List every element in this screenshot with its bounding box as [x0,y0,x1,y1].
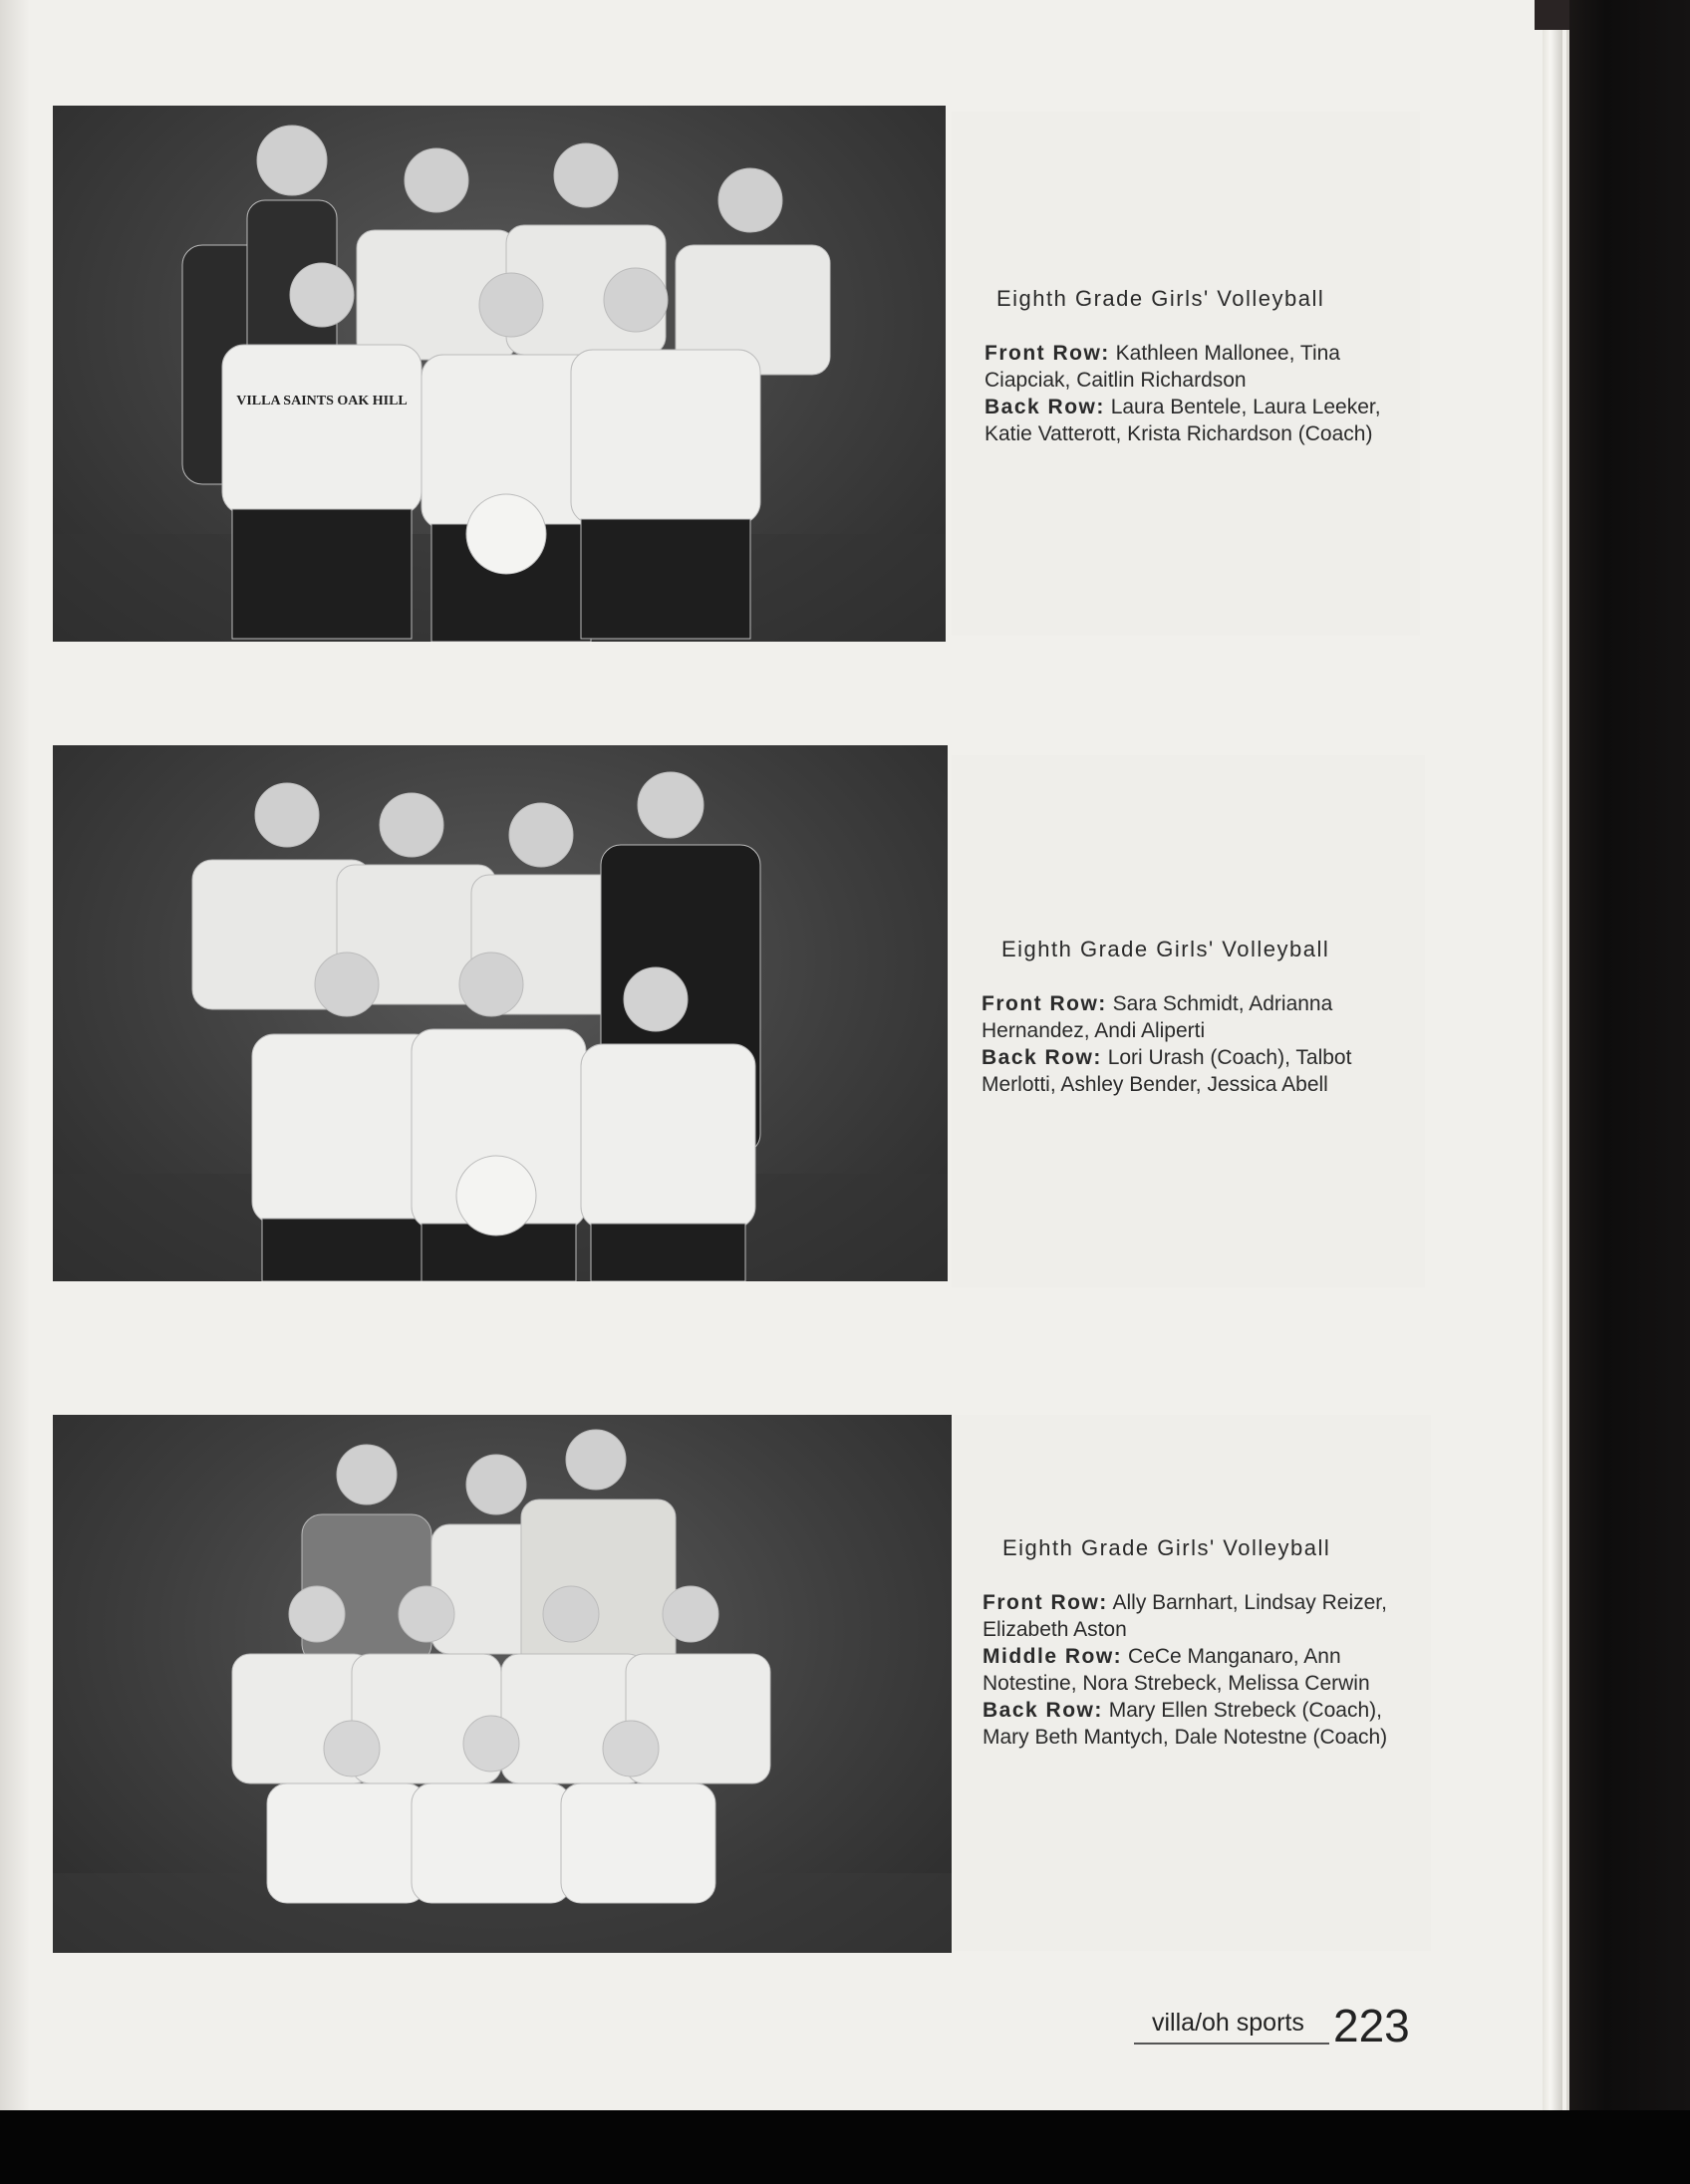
row-label: Back Row: [982,1046,1102,1069]
row-names: Laura Bentele, Laura Leeker, Katie Vatterott, Krista Richardson (Coach) [985,396,1381,445]
shirt-text-1a: VILLA SAINTS OAK HILL [236,394,408,409]
caption-row-3-middle [983,1643,1411,1697]
caption-title-1: Eighth Grade Girls' Volleyball [996,286,1325,311]
caption-title-2: Eighth Grade Girls' Volleyball [1001,937,1330,961]
scan-background [0,2110,1690,2184]
team-photo-2 [53,745,948,1281]
caption-row-3-front [983,1589,1411,1643]
row-label: Back Row: [985,396,1105,418]
team-photo-3 [53,1415,952,1953]
team-photo-3-image [53,1415,952,1953]
caption-row-2-back [982,1044,1410,1098]
page-gutter-shadow [0,0,30,2110]
row-names: Sara Schmidt, Adrianna Hernandez, Andi Aliperti [982,992,1333,1042]
row-label: Front Row: [985,342,1110,365]
row-label: Middle Row: [983,1645,1123,1668]
row-names: Ally Barnhart, Lindsay Reizer, Elizabeth Aston [983,1591,1387,1641]
footer-rule [1134,2043,1329,2045]
row-names: Lori Urash (Coach), Talbot Merlotti, Ashley Bender, Jessica Abell [982,1046,1352,1096]
row-names: CeCe Manganaro, Ann Notestine, Nora Strebeck, Melissa Cerwin [983,1645,1370,1695]
page-number: 223 [1333,2000,1410,2051]
caption-2 [982,936,1410,1098]
caption-1 [985,285,1403,447]
caption-3 [983,1534,1411,1751]
caption-row-2-front [982,990,1410,1044]
caption-row-3-back [983,1697,1411,1751]
book-cover [1569,0,1690,2184]
row-label: Front Row: [983,1591,1108,1614]
row-label: Back Row: [983,1699,1103,1722]
caption-row-1-front [985,340,1403,394]
row-names: Kathleen Mallonee, Tina Ciapciak, Caitlin Richardson [985,342,1340,392]
row-label: Front Row: [982,992,1107,1015]
team-photo-1 [53,106,946,642]
caption-row-1-back [985,394,1403,447]
team-photo-2-image [53,745,948,1281]
team-photo-1-image [53,106,946,642]
caption-title-3: Eighth Grade Girls' Volleyball [1002,1535,1331,1560]
row-names: Mary Ellen Strebeck (Coach), Mary Beth Mantych, Dale Notestne (Coach) [983,1699,1388,1749]
cover-corner [1535,0,1570,30]
page-edge [1543,0,1562,2110]
section-label: villa/oh sports [1152,2009,1304,2037]
